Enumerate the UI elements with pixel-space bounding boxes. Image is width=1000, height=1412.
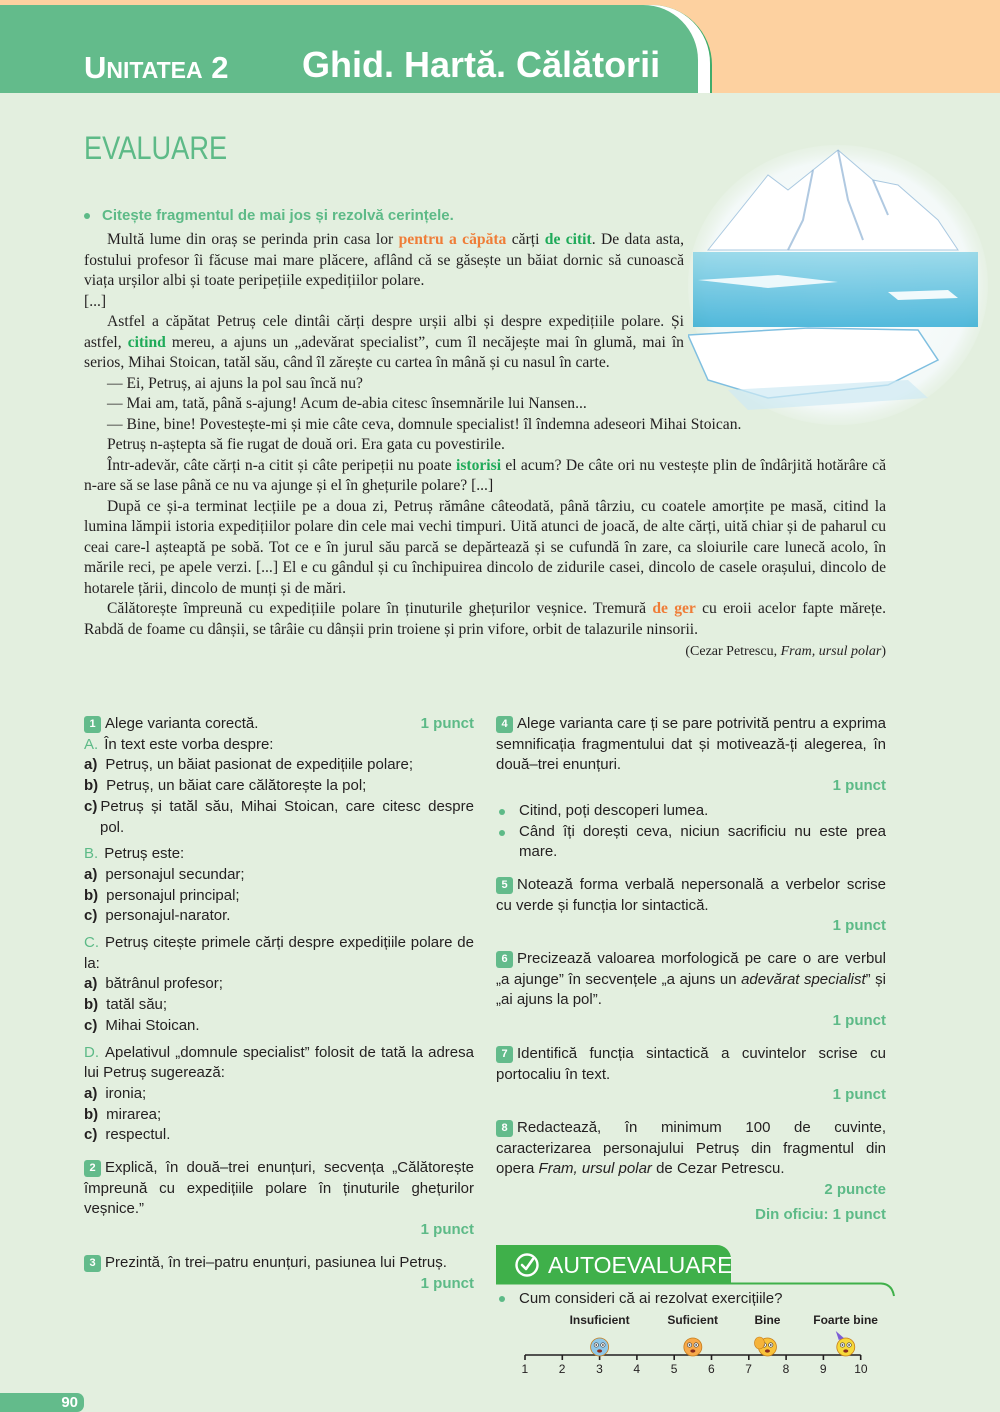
option-bullet: Citind, poți descoperi lumea. [496,801,886,822]
question-8: 8 Redactează, în minimum 100 de cuvinte, caracterizarea personajului Petruș din fragmentul din opera Fram, ursul polar de Cezar Petrescu. 2 puncte Din oficiu: 1 punct [496,1118,886,1226]
scale-tick-label: 9 [819,1362,827,1376]
autoevaluare-section [496,1245,896,1385]
party-face-icon [836,1331,855,1356]
scale-level-label: Foarte bine [813,1313,878,1327]
citation: (Cezar Petrescu, Fram, ursul polar) [685,644,886,659]
points: 1 punct [832,1086,886,1104]
option: a) Petruș, un băiat pasionat de expedițiile polare; [84,756,414,774]
dialogue-line: — Mai am, tată, până s-ajung! Acum de-abia citesc însemnările lui Nansen... [107,395,587,412]
option: a) personajul secundar; [84,865,245,883]
scared-face-icon [591,1338,609,1356]
scale-tick-label: 8 [782,1362,790,1376]
subquestion-b: B. Petruș este: [84,845,185,863]
passage-ellipsis: [...] [84,292,107,310]
thumbs-up-face-icon [754,1337,776,1356]
points: 1 punct [832,777,886,795]
scale-tick-label: 10 [854,1362,868,1376]
scale-level-label: Bine [754,1313,781,1327]
subquestion-a: A. În text este vorba despre: [84,735,274,753]
passage-paragraph: Multă lume din oraș se perinda prin casa lor pentru a căpăta cărți de citit. De data asta, fostului profesor îi făcuse mai mare plăcere, aflând că se găsește un băiat dornic să cunoască viața urșilor albi și toate peripețiile expedițiilor polare. [84,231,684,289]
passage-paragraph: Călătorește împreună cu expedițiile polare în ținuturile ghețurilor veșnice. Tremură de ger cu eroii acelor fapte mărețe. Rabdă de foame cu dânșii, se târâie cu dânșii prin troiene și prin vifore, orbit de talazurile ninsorii. [84,600,886,638]
unit-label: UNITATEA 2 [84,50,229,85]
questions-right-column [496,714,886,1237]
scale-tick-label: 3 [596,1362,603,1376]
worried-face-icon [684,1338,702,1356]
question-5: 5 Notează forma verbală nepersonală a verbelor scrise cu verde și funcția lor sintactică. 1 punct [496,875,886,937]
points: 1 punct [832,917,886,935]
autoevaluare-header: AUTOEVALUARE [496,1245,731,1283]
dialogue-line: Petruș n-aștepta să fie rugat de două ori. Era gata cu povestirile. [107,436,505,453]
question-number-badge: 5 [496,877,513,894]
option: b) mirarea; [84,1105,162,1123]
page-number: 90 [0,1393,84,1412]
question-number-badge: 4 [496,716,513,733]
option: b) Petruș, un băiat care călătorește la pol; [84,777,367,795]
question-1: 1 Alege varianta corectă. 1 punct A. În text este vorba despre: a) Petruș, un băiat pasionat de expedițiile polare; b) Petruș, un băiat care călătorește la pol; c) Petruș și tatăl său, Mihai Stoican, care citesc despre pol. B. Petruș este: a) personajul secundar; b) personajul principal; c) personajul-narator. C. Petruș citește primele cărți despre expedițiile polare de la: a) bătrânul profesor; b) tatăl său; c) Mihai Stoican. D. Apelativul „domnule specialist” folosit de tată la adresa lui Petruș sugerează: a) ironia; b) mirarea; c) respectul. [84,714,474,1146]
bullet-icon [84,213,90,219]
passage-paragraph: Într-adevăr, câte cărți n-a citit și câte peripeții nu poate istorisi el acum? De câte ori nu vestește plin de îndârjită hotărâre că n-are să se lase până ce nu va ajunge și el în ghețurile polare? [...] [84,456,886,494]
option-bullet: Când îți dorești ceva, niciun sacrificiu nu este prea mare. [496,822,886,863]
question-number-badge: 7 [496,1046,513,1063]
question-number-badge: 8 [496,1120,513,1137]
question-3: 3 Prezintă, în trei–patru enunțuri, pasiunea lui Petruș. 1 punct [84,1253,474,1294]
scale-tick-label: 2 [558,1362,566,1376]
question-4: 4 Alege varianta care ți se pare potrivită pentru a exprima semnificația fragmentului dat și motivează-ți alegerea, în două–trei enunțuri. 1 punct Citind, poți descoperi lumea. Când îți dorești ceva, niciun sacrificiu nu este prea mare. [496,714,886,863]
question-2: 2 Explică, în două–trei enunțuri, secvența „Călătorește împreună cu expedițiile polare în ținuturile ghețurilor veșnice.” 1 punct [84,1158,474,1241]
option: c) respectul. [84,1126,171,1144]
scale-tick-label: 1 [521,1362,529,1376]
option: c) personajul-narator. [84,907,231,925]
scale-tick-label: 4 [633,1362,641,1376]
question-number-badge: 6 [496,951,513,968]
instruction: Citește fragmentul de mai jos și rezolvă cerințele. [84,207,454,224]
option: c) Mihai Stoican. [84,1016,200,1034]
subquestion-d: D. Apelativul „domnule specialist” folosit de tată la adresa lui Petruș sugerează: [84,1043,474,1082]
bullet-icon [499,1296,505,1302]
question-number-badge: 1 [84,716,101,733]
reading-passage [84,230,886,663]
points: 1 punct [420,715,474,732]
din-oficiu-points: Din oficiu: 1 punct [755,1205,886,1223]
check-circle-icon [514,1252,540,1278]
question-number-badge: 3 [84,1255,101,1272]
subquestion-c: C. Petruș citește primele cărți despre expedițiile polare de la: [84,934,474,972]
option: a) bătrânul profesor; [84,975,223,993]
unit-title: Ghid. Hartă. Călătorii [302,44,661,85]
scale-level-label: Insuficient [569,1313,630,1327]
dialogue-line: — Ei, Petruș, ai ajuns la pol sau încă nu? [107,374,363,392]
points: 2 puncte [824,1181,886,1199]
section-title: EVALUARE [84,130,228,166]
points: 1 punct [420,1221,474,1239]
scale-tick-label: 7 [745,1362,752,1376]
option: b) personajul principal; [84,886,240,904]
points: 1 punct [832,1012,886,1030]
question-6: 6 Precizează valoarea morfologică pe care o are verbul „a ajunge” în secvențele „a ajuns un adevărat specialist” și „ai ajuns la pol”. 1 punct [496,949,886,1032]
scale-tick-label: 6 [708,1362,715,1376]
question-number-badge: 2 [84,1160,101,1177]
option: b) tatăl său; [84,996,168,1014]
autoevaluare-question: Cum consideri că ai rezolvat exercițiile? [496,1290,782,1307]
passage-paragraph: Astfel a căpătat Petruș cele dintâi cărți despre urșii albi și despre expedițiile polare. Și astfel, citind mereu, a ajuns un „adevărat specialist”, cum îl necăjește mai în glumă, mai în serios, Mihai Stoican, tatăl său, când îl zărește cu cartea în mână și cu nasul în carte. [84,313,684,371]
points: 1 punct [420,1274,474,1292]
scale-tick-label: 5 [670,1362,678,1376]
option: c) Petruș și tatăl său, Mihai Stoican, care citesc despre pol. [84,797,474,836]
scale-level-label: Suficient [667,1313,719,1327]
dialogue-line: — Bine, bine! Povestește-mi și mie câte ceva, domnule specialist! îl îndemna adeseori Mihai Stoican. [107,415,742,433]
question-7: 7 Identifică funcția sintactică a cuvintelor scrise cu portocaliu în text. 1 punct [496,1044,886,1106]
passage-paragraph: După ce și-a terminat lecțiile pe a doua zi, Petruș rămâne câteodată, până târziu, cu coatele amorțite pe masă, citind la lumina lămpii istoria expedițiilor polare din cele mai vechi timpuri. Uită atunci de joacă, de alte cărți, uită chiar și de paharul cu ceai care-l așteaptă pe sobă. Tot ce e în jurul său parcă se depărtează și se cufundă în zare, ca sloiurile care lunecă acolo, în mările reci, pe apele verzi. [...] El e cu gândul și cu închipuirea dincolo de zidurile casei, dincolo de casele orașului, dincolo de hotarele țării, dincolo de munți și de mări. [84,497,886,597]
option: a) ironia; [84,1084,147,1102]
questions-left-column [84,714,474,1306]
